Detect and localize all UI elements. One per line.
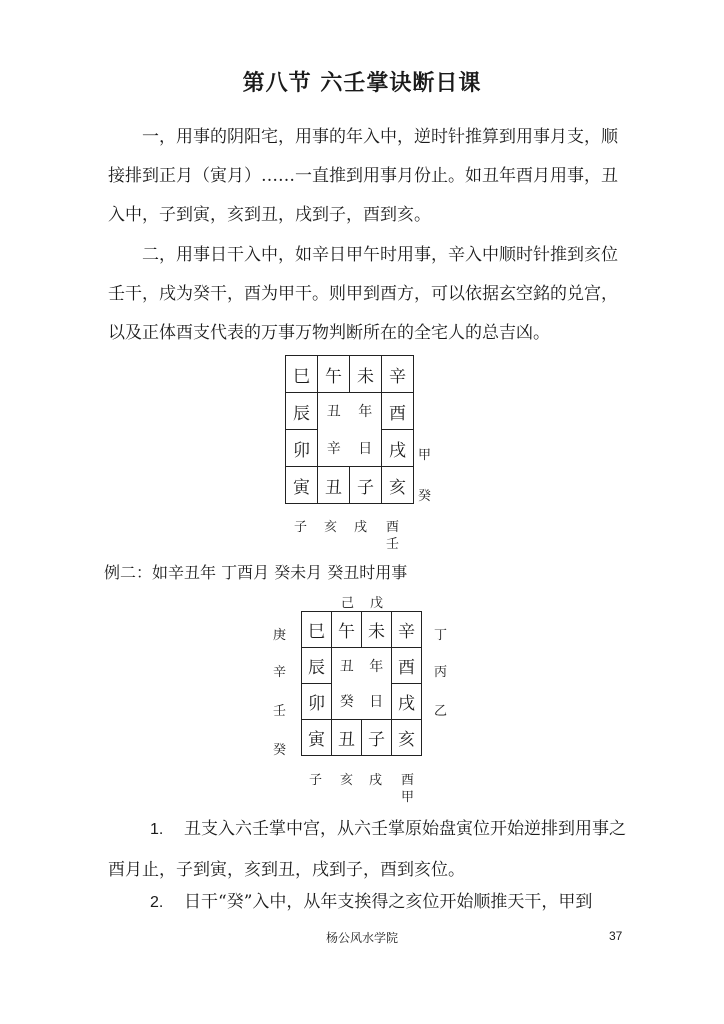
grid1-cell: 丑 bbox=[318, 467, 350, 504]
grid1-right-label: 癸 bbox=[418, 489, 432, 504]
grid2-bottom-label: 亥 bbox=[340, 773, 354, 788]
grid2-left-label: 壬 bbox=[273, 704, 287, 719]
example-heading: 例二：如辛丑年 丁酉月 癸未月 癸丑时用事 bbox=[104, 563, 408, 582]
grid1-cell: 卯 bbox=[286, 430, 318, 467]
grid1-cell: 年 bbox=[350, 393, 382, 430]
grid1-cell: 戌 bbox=[382, 430, 414, 467]
grid2-cell: 丑 bbox=[332, 648, 362, 684]
grid2-top-label: 戊 bbox=[370, 596, 384, 611]
grid1-cell: 辰 bbox=[286, 393, 318, 430]
list-number: 1. bbox=[150, 821, 164, 838]
list-number: 2. bbox=[150, 894, 164, 911]
grid2-top-label: 己 bbox=[341, 596, 355, 611]
grid1-cell: 午 bbox=[318, 356, 350, 393]
grid1-cell: 辛 bbox=[318, 430, 350, 467]
grid1-cell: 未 bbox=[350, 356, 382, 393]
grid1-cell: 丑 bbox=[318, 393, 350, 430]
grid1-cell: 子 bbox=[350, 467, 382, 504]
list-text: 日干“癸”入中，从年支挨得之亥位开始顺推天干，甲到 bbox=[184, 892, 593, 912]
paragraph-2: 二，用事日干入中，如辛日甲午时用事，辛入中顺时针推到亥位壬干，戌为癸干，酉为甲干。则甲到酉方，可以依据玄空銘的兑宫，以及正体酉支代表的万事万物判断所在的全宅人的总吉凶。 bbox=[108, 245, 618, 343]
grid1-right-label: 甲 bbox=[418, 448, 432, 463]
grid2-cell: 辰 bbox=[302, 648, 332, 684]
grid1-cell: 亥 bbox=[382, 467, 414, 504]
grid2-cell: 戌 bbox=[392, 684, 422, 720]
grid2-cell: 子 bbox=[362, 720, 392, 756]
grid2-left-label: 辛 bbox=[273, 665, 287, 680]
grid2-right-label: 丁 bbox=[434, 628, 448, 643]
page-number: 37 bbox=[609, 929, 623, 943]
list-item bbox=[108, 882, 628, 923]
grid1-bottom-label: 戌 bbox=[354, 520, 368, 535]
grid2-cell: 酉 bbox=[392, 648, 422, 684]
grid2-cell: 亥 bbox=[392, 720, 422, 756]
grid2-bottom-label: 戌 bbox=[369, 773, 383, 788]
grid2-cell: 卯 bbox=[302, 684, 332, 720]
paragraph-1: 一，用事的阴阳宅，用事的年入中，逆时针推算到用事月支，顺接排到正月（寅月）……一直推到用事月份止。如丑年酉月用事，丑入中，子到寅，亥到丑，戌到子，酉到亥。 bbox=[108, 127, 618, 225]
grid2-cell: 丑 bbox=[332, 720, 362, 756]
grid2-cell: 年 bbox=[362, 648, 392, 684]
grid2-bottom-sublabel: 甲 bbox=[401, 790, 415, 805]
grid2-bottom-label: 酉 bbox=[401, 773, 415, 788]
grid1-cell: 酉 bbox=[382, 393, 414, 430]
grid1-cell: 巳 bbox=[286, 356, 318, 393]
grid2-cell: 巳 bbox=[302, 612, 332, 648]
grid2-cell: 日 bbox=[362, 684, 392, 720]
list-text: 丑支入六壬掌中宫，从六壬掌原始盘寅位开始逆排到用事之酉月止，子到寅，亥到丑，戌到子，酉到亥位。 bbox=[108, 819, 626, 880]
grid2-cell: 午 bbox=[332, 612, 362, 648]
grid2-left-label: 癸 bbox=[273, 743, 287, 758]
grid2-left-label: 庚 bbox=[273, 628, 287, 643]
footer-text: 杨公风水学院 bbox=[325, 931, 398, 945]
grid1-bottom-label: 亥 bbox=[324, 520, 338, 535]
list-item bbox=[108, 809, 628, 890]
grid2-cell: 辛 bbox=[392, 612, 422, 648]
palm-grid-1 bbox=[285, 355, 414, 504]
grid1-cell: 辛 bbox=[382, 356, 414, 393]
palm-grid-2 bbox=[301, 611, 422, 756]
grid1-cell: 日 bbox=[350, 430, 382, 467]
grid2-right-label: 乙 bbox=[434, 704, 448, 719]
grid2-right-label: 丙 bbox=[434, 665, 448, 680]
grid2-cell: 癸 bbox=[332, 684, 362, 720]
grid2-cell: 未 bbox=[362, 612, 392, 648]
page-title: 第八节 六壬掌诀断日课 bbox=[242, 71, 482, 96]
grid2-cell: 寅 bbox=[302, 720, 332, 756]
grid1-bottom-sublabel: 壬 bbox=[386, 537, 400, 552]
grid1-cell: 寅 bbox=[286, 467, 318, 504]
grid2-bottom-label: 子 bbox=[309, 773, 323, 788]
grid1-bottom-label: 子 bbox=[294, 520, 308, 535]
grid1-bottom-label: 酉 bbox=[386, 520, 400, 535]
